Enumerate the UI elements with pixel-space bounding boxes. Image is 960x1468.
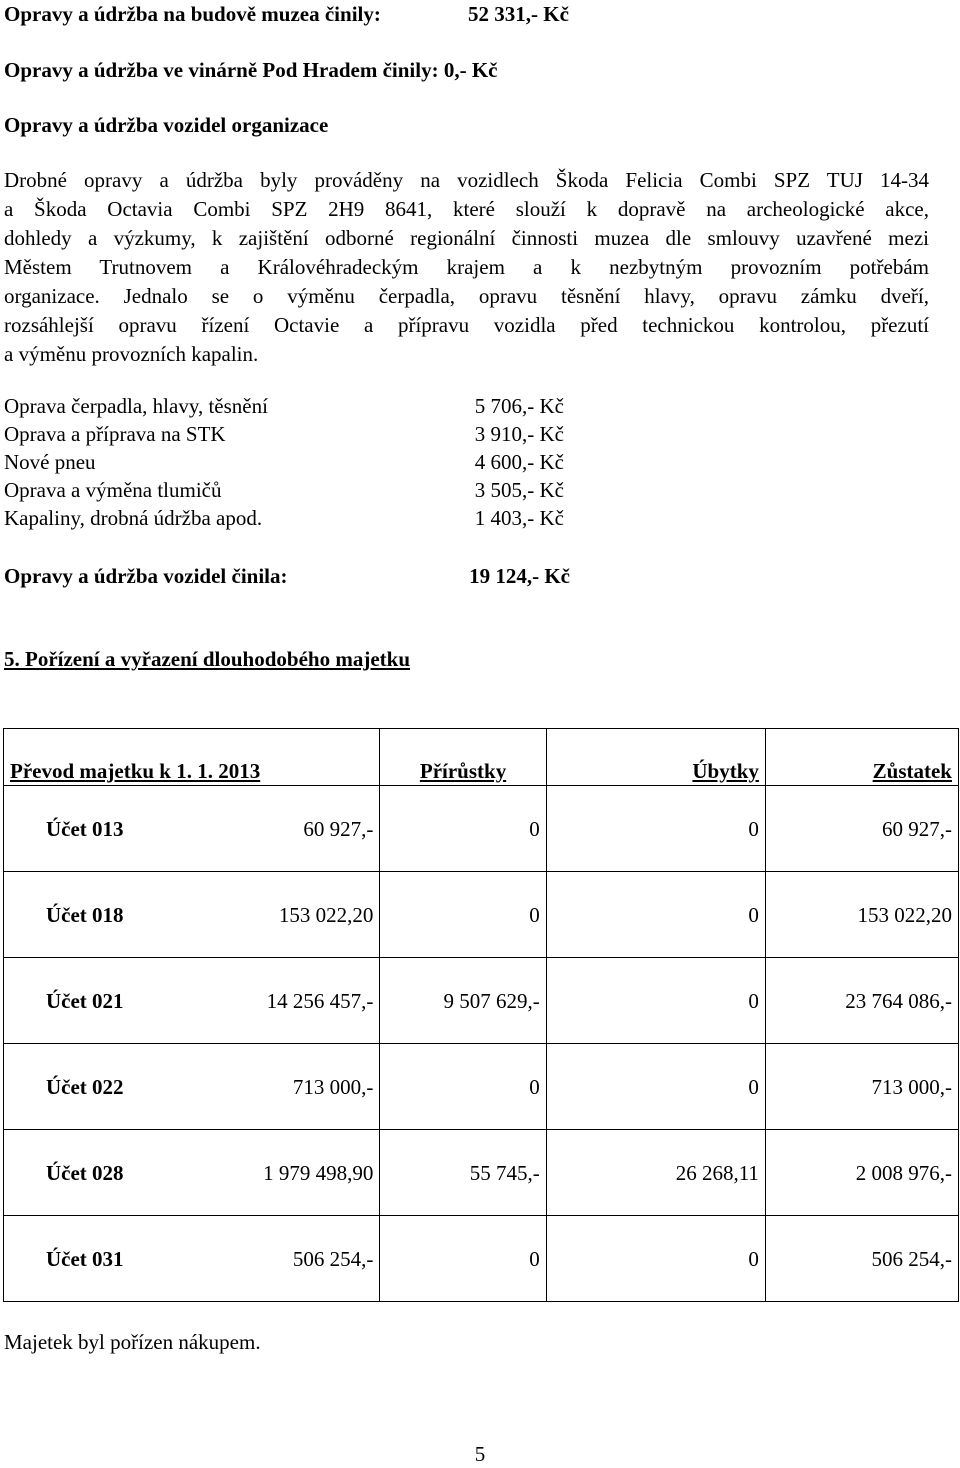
cost-total-value: 19 124,- Kč [469, 564, 570, 588]
paragraph-line: Drobné opravy a údržba byly prováděny na vozidlech Škoda Felicia Combi SPZ TUJ 14-34 [4, 168, 929, 192]
header-balance: Zůstatek [765, 729, 958, 786]
paragraph-line: organizace. Jednalo se o výměnu čerpadla, opravu těsnění hlavy, opravu zámku dveří, [4, 284, 929, 308]
vehicle-repairs-paragraph [4, 166, 929, 369]
additions-value: 0 [380, 1044, 546, 1130]
additions-value: 0 [380, 872, 546, 958]
page-number: 5 [474, 1442, 486, 1466]
table-row [4, 786, 959, 872]
table-row [4, 958, 959, 1044]
additions-value: 9 507 629,- [380, 958, 546, 1044]
header-disposals: Úbytky [546, 729, 765, 786]
assets-table [3, 728, 959, 1302]
transfer-value: 153 022,20 [278, 902, 374, 927]
account-cell [4, 1130, 380, 1216]
transfer-value: 14 256 457,- [266, 988, 374, 1013]
balance-value: 153 022,20 [765, 872, 958, 958]
account-name: Účet 028 [46, 1160, 124, 1185]
paragraph-line: a Škoda Octavia Combi SPZ 2H9 8641, které slouží k dopravě na archeologické akce, [4, 197, 929, 221]
account-name: Účet 031 [46, 1246, 124, 1271]
table-row [4, 1044, 959, 1130]
table-row [4, 872, 959, 958]
additions-value: 55 745,- [380, 1130, 546, 1216]
cost-item-value: 1 403,- Kč [474, 506, 564, 530]
museum-repairs-value: 52 331,- Kč [468, 2, 569, 26]
account-cell [4, 872, 380, 958]
cost-item-value: 3 505,- Kč [474, 478, 564, 502]
balance-value: 506 254,- [765, 1216, 958, 1302]
cost-item-label: Nové pneu [4, 450, 96, 474]
account-cell [4, 958, 380, 1044]
disposals-value: 0 [546, 872, 765, 958]
cost-item-label: Oprava a příprava na STK [4, 422, 226, 446]
additions-value: 0 [380, 1216, 546, 1302]
cost-item-value: 5 706,- Kč [474, 394, 564, 418]
disposals-value: 0 [546, 958, 765, 1044]
cost-item-value: 4 600,- Kč [474, 450, 564, 474]
transfer-value: 713 000,- [292, 1074, 374, 1099]
table-header-row [4, 729, 959, 786]
disposals-value: 0 [546, 786, 765, 872]
table-row [4, 1130, 959, 1216]
balance-value: 2 008 976,- [765, 1130, 958, 1216]
balance-value: 713 000,- [765, 1044, 958, 1130]
account-cell [4, 1216, 380, 1302]
section-heading: 5. Pořízení a vyřazení dlouhodobého majetku [4, 647, 411, 671]
account-name: Účet 013 [46, 816, 124, 841]
paragraph-line: Městem Trutnovem a Královéhradeckým krajem a k nezbytným provozním potřebám [4, 255, 929, 279]
transfer-value: 506 254,- [292, 1246, 374, 1271]
account-cell [4, 1044, 380, 1130]
paragraph-line: a výměnu provozních kapalin. [4, 342, 259, 366]
disposals-value: 26 268,11 [546, 1130, 765, 1216]
disposals-value: 0 [546, 1044, 765, 1130]
paragraph-line: rozsáhlejší opravu řízení Octavie a přípravu vozidla před technickou kontrolou, přezutí [4, 313, 929, 337]
cost-total-label: Opravy a údržba vozidel činila: [4, 564, 288, 588]
header-additions: Přírůstky [380, 729, 546, 786]
vehicle-repairs-heading: Opravy a údržba vozidel organizace [4, 113, 329, 137]
account-name: Účet 022 [46, 1074, 124, 1099]
museum-repairs-label: Opravy a údržba na budově muzea činily: [4, 2, 381, 26]
paragraph-line: dohledy a výzkumy, k zajištění odborné regionální činnosti muzea dle smlouvy uzavřené mezi [4, 226, 929, 250]
account-name: Účet 018 [46, 902, 124, 927]
transfer-value: 60 927,- [303, 816, 374, 841]
header-transfer: Převod majetku k 1. 1. 2013 [4, 729, 380, 786]
cost-item-label: Oprava čerpadla, hlavy, těsnění [4, 394, 268, 418]
cost-item-value: 3 910,- Kč [474, 422, 564, 446]
additions-value: 0 [380, 786, 546, 872]
balance-value: 60 927,- [765, 786, 958, 872]
wine-bar-repairs-line: Opravy a údržba ve vinárně Pod Hradem činily: 0,- Kč [4, 58, 498, 82]
table-row [4, 1216, 959, 1302]
disposals-value: 0 [546, 1216, 765, 1302]
cost-item-label: Oprava a výměna tlumičů [4, 478, 222, 502]
cost-item-label: Kapaliny, drobná údržba apod. [4, 506, 263, 530]
account-name: Účet 021 [46, 988, 124, 1013]
account-cell [4, 786, 380, 872]
balance-value: 23 764 086,- [765, 958, 958, 1044]
transfer-value: 1 979 498,90 [263, 1160, 374, 1185]
footer-note: Majetek byl pořízen nákupem. [4, 1330, 261, 1354]
